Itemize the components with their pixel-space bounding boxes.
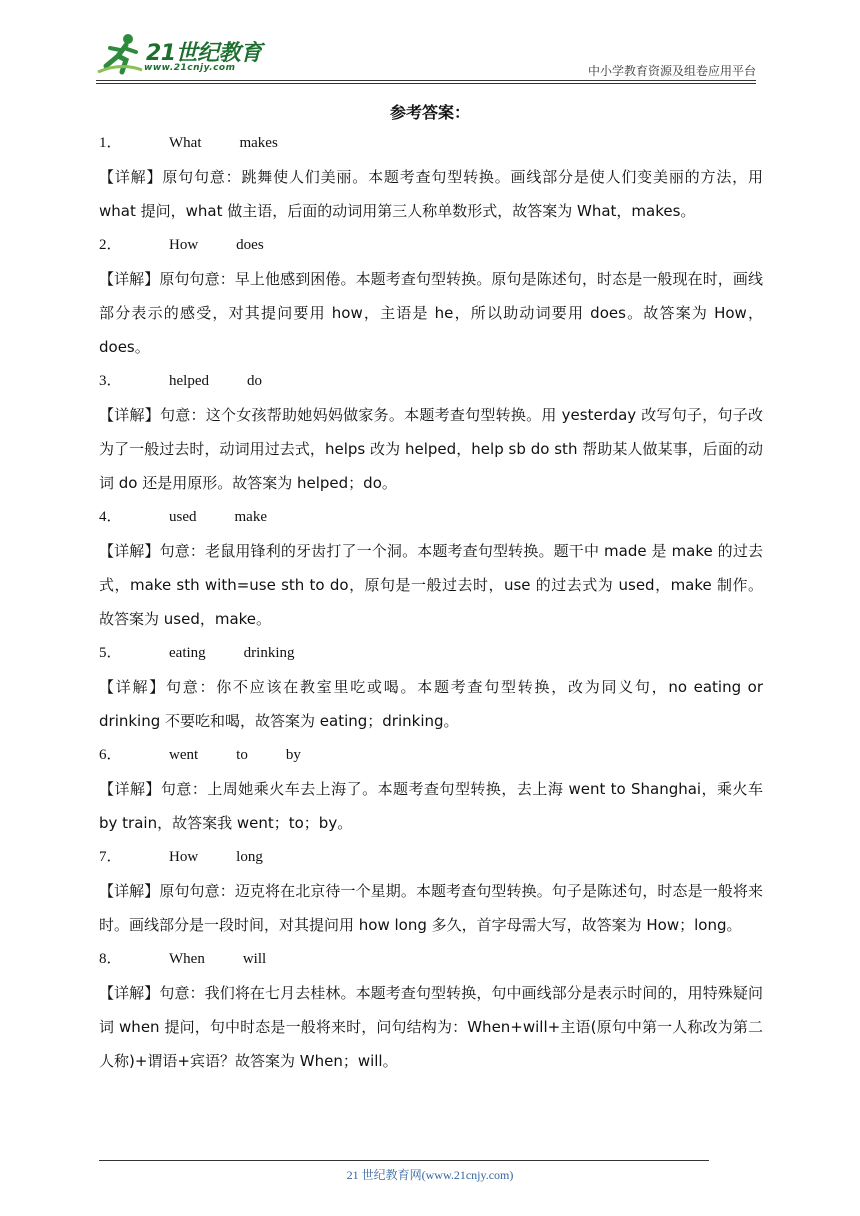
- logo-url: www.21cnjy.com: [144, 63, 236, 73]
- answer-word: helped: [169, 373, 209, 389]
- answer-word: to: [236, 747, 248, 763]
- answer-word: When: [169, 951, 205, 967]
- explanation: 【详解】句意：你不应该在教室里吃或喝。本题考查句型转换，改为同义句，no eating or drinking 不要吃和喝，故答案为 eating；drinking。: [99, 678, 763, 730]
- item-number: 8．: [99, 951, 122, 967]
- answer-word: makes: [239, 135, 278, 151]
- runner-logo-icon: [96, 32, 144, 76]
- explanation: 【详解】原句句意：迈克将在北京待一个星期。本题考查句型转换。句子是陈述句，时态是一般将来时。画线部分是一段时间，对其提问用 how long 多久，首字母需大写，故答案为 How；long。: [99, 882, 763, 934]
- explanation: 【详解】句意：我们将在七月去桂林。本题考查句型转换，句中画线部分是表示时间的，用特殊疑问词 when 提问，句中时态是一般将来时，问句结构为：When+will+主语(原句中第一人称改为第二人称)+谓语+宾语？故答案为 When；will。: [99, 984, 763, 1070]
- answer-line: [99, 228, 763, 262]
- answer-line: [99, 738, 763, 772]
- answer-item: [99, 228, 763, 364]
- answer-word: eating: [169, 645, 206, 661]
- explanation: 【详解】句意：上周她乘火车去上海了。本题考查句型转换，去上海 went to Shanghai，乘火车 by train，故答案我 went；to；by。: [99, 780, 763, 832]
- answer-word: What: [169, 135, 202, 151]
- answer-word: used: [169, 509, 197, 525]
- answer-word: by: [285, 747, 301, 763]
- answer-word: drinking: [243, 645, 295, 661]
- footer-link[interactable]: 21 世纪教育网(www.21cnjy.com): [346, 1168, 514, 1182]
- answer-word: will: [242, 951, 267, 967]
- answer-line: [99, 636, 763, 670]
- answer-word: How: [169, 849, 199, 865]
- explanation: 【详解】句意：这个女孩帮助她妈妈做家务。本题考查句型转换。用 yesterday 改写句子，句子改为了一般过去时，动词用过去式，helps 改为 helped，help sb do sth 帮助某人做某事，后面的动词 do 还是用原形。故答案为 helped；do。: [99, 406, 763, 492]
- answer-word: went: [169, 747, 199, 763]
- answer-word: do: [246, 373, 262, 389]
- answer-item: [99, 942, 763, 1078]
- answer-word: How: [169, 237, 199, 253]
- explanation: 【详解】句意：老鼠用锋利的牙齿打了一个洞。本题考查句型转换。题干中 made 是 make 的过去式，make sth with=use sth to do，原句是一般过去时，use 的过去式为 used，make 制作。故答案为 used，make。: [99, 542, 763, 628]
- explanation: 【详解】原句句意：跳舞使人们美丽。本题考查句型转换。画线部分是使人们变美丽的方法，用 what 提问，what 做主语，后面的动词用第三人称单数形式，故答案为 What，makes。: [99, 168, 763, 220]
- answer-word: long: [236, 849, 263, 865]
- explanation: 【详解】原句句意：早上他感到困倦。本题考查句型转换。原句是陈述句，时态是一般现在时，画线部分表示的感受，对其提问要用 how，主语是 he，所以助动词要用 does。故答案为 How，does。: [99, 270, 763, 356]
- platform-name: 中小学教育资源及组卷应用平台: [587, 64, 756, 78]
- answer-item: [99, 364, 763, 500]
- answer-line: [99, 840, 763, 874]
- item-number: 3．: [99, 373, 122, 389]
- item-number: 1．: [99, 135, 122, 151]
- answer-line: [99, 500, 763, 534]
- answer-item: [99, 126, 763, 228]
- page-title: 参考答案：: [389, 103, 470, 122]
- item-number: 5．: [99, 645, 122, 661]
- answer-line: [99, 364, 763, 398]
- answer-item: [99, 738, 763, 840]
- footer-divider: [99, 1160, 709, 1161]
- item-number: 7．: [99, 849, 122, 865]
- item-number: 4．: [99, 509, 122, 525]
- answer-line: [99, 942, 763, 976]
- answer-item: [99, 840, 763, 942]
- logo: [96, 32, 266, 78]
- answer-item: [99, 636, 763, 738]
- answer-word: make: [234, 509, 267, 525]
- answer-word: does: [236, 237, 264, 253]
- logo-text: 21世纪教育: [146, 41, 262, 66]
- item-number: 6．: [99, 747, 122, 763]
- item-number: 2．: [99, 237, 122, 253]
- answer-item: [99, 500, 763, 636]
- answer-line: [99, 126, 763, 160]
- header-divider: [96, 80, 756, 81]
- header-divider-2: [96, 83, 756, 84]
- answer-list: [99, 126, 763, 1078]
- page-header: [96, 32, 756, 82]
